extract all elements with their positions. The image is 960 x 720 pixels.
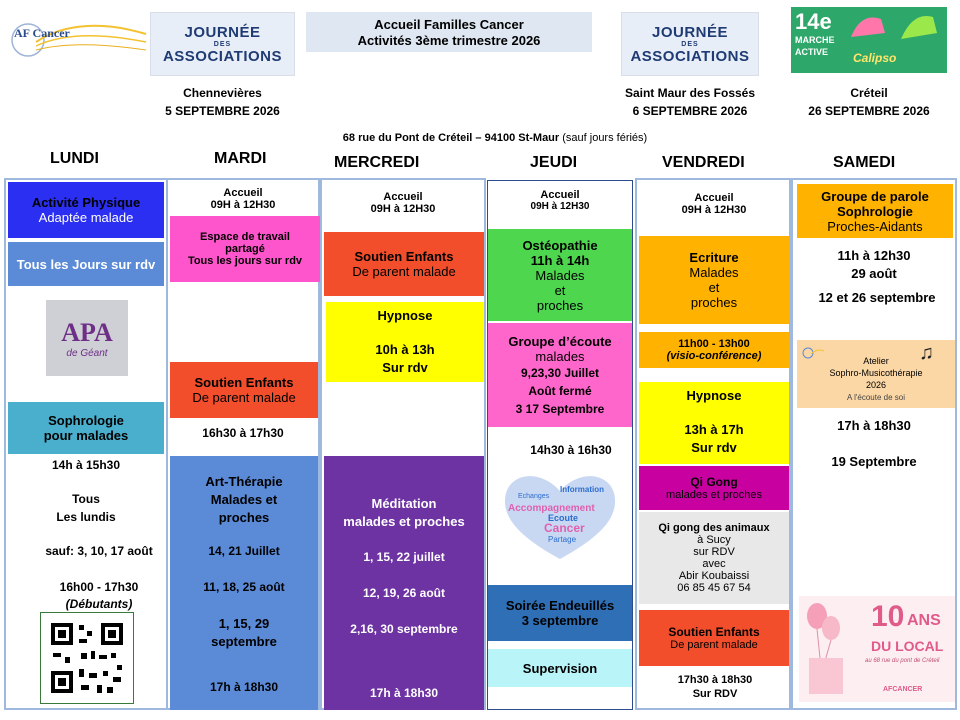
heart-word-echanges: Echanges (518, 493, 550, 500)
sneakers-icon (841, 7, 947, 47)
jeudi-soiree-title: Soirée Endeuillés (505, 598, 615, 613)
heart-graphic (500, 467, 620, 563)
mardi-soutien-title: Soutien Enfants (194, 375, 294, 390)
lundi-tous-jours (8, 242, 164, 286)
jeudi-osteo (488, 229, 632, 321)
jeudi-groupe (488, 323, 632, 427)
event2-date: 6 SEPTEMBRE 2026 (632, 104, 748, 118)
vendredi-hypnose-rdv: Sur rdv (691, 440, 737, 455)
lundi-les-lundis: Les lundis (56, 510, 116, 524)
event3-city: Créteil (850, 86, 888, 100)
jeudi-accueil-time: 09H à 12H30 (530, 200, 590, 212)
mercredi-accueil-time: 09H à 12H30 (370, 203, 436, 215)
lundi-sophro-sub: pour malades (43, 428, 129, 443)
column-mercredi (320, 178, 486, 710)
music-note-icon: ♫ (919, 342, 934, 364)
vendredi-animaux-l3: avec (702, 558, 726, 570)
mardi-art-l2: Malades et (210, 492, 278, 507)
samedi-groupe-l2: Sophrologie (837, 203, 913, 219)
vendredi-animaux-phone: 06 85 45 67 54 (677, 582, 751, 594)
mercredi-accueil-label: Accueil (383, 191, 423, 203)
mardi-espace (170, 216, 320, 282)
event1-date: 5 SEPTEMBRE 2026 (165, 104, 280, 118)
mercredi-soutien-sub: De parent malade (352, 264, 456, 279)
vendredi-visio (639, 332, 789, 368)
marche-active-logo (791, 7, 947, 73)
day-jeudi: JEUDI (530, 154, 578, 171)
vendredi-qigong-title: Qi Gong (690, 475, 738, 489)
column-lundi (4, 178, 168, 710)
mercredi-medit-title: Méditation (371, 496, 437, 511)
qr-code-icon (41, 613, 133, 703)
jeudi-osteo-l1: Malades (535, 267, 585, 283)
mercredi-hypnose (326, 302, 484, 382)
samedi-atelier (797, 340, 955, 408)
mercredi-accueil (324, 186, 482, 220)
lundi-sophro (8, 402, 164, 454)
vendredi-animaux-l1: à Sucy (697, 534, 731, 546)
vendredi-hypnose (639, 382, 789, 464)
mercredi-date1: 1, 15, 22 juillet (363, 550, 445, 564)
balloons-icon (801, 598, 851, 698)
mardi-art (170, 456, 318, 710)
mercredi-date2: 12, 19, 26 août (362, 586, 446, 600)
heart-word-accompagnement: Accompagnement (508, 503, 595, 514)
mardi-accueil-time: 09H à 12H30 (210, 199, 276, 211)
mercredi-soutien (324, 232, 484, 296)
jeudi-groupe-aout: Août fermé (528, 384, 592, 398)
vendredi-qigong (639, 466, 789, 510)
jeudi-accueil (490, 183, 630, 217)
mardi-soutien-sub: De parent malade (192, 390, 296, 405)
ja-line1: JOURNÉE (184, 23, 261, 41)
mardi-espace-l1: Espace de travail (200, 231, 290, 243)
journee-associations-logo-2 (621, 12, 759, 76)
vendredi-soutien-title: Soutien Enfants (668, 625, 760, 639)
samedi-atelier-l2: Sophro-Musicothérapie (829, 368, 923, 378)
mardi-date3b: septembre (211, 634, 277, 649)
ja-line3: ASSOCIATIONS (162, 47, 283, 65)
samedi-atelier-l4: A l'écoute de soi (846, 393, 905, 402)
jeudi-groupe-time: 14h30 à 16h30 (530, 443, 612, 457)
mardi-accueil (170, 182, 316, 216)
lundi-debutants: (Débutants) (65, 597, 133, 611)
vendredi-soutien (639, 610, 789, 666)
vendredi-accueil-time: 09H à 12H30 (681, 204, 747, 216)
lundi-sophro-time: 14h à 15h30 (51, 458, 121, 472)
lundi-sophro-title: Sophrologie (48, 413, 124, 428)
heart-word-information: Information (560, 485, 604, 494)
mardi-art-time: 17h à 18h30 (209, 680, 279, 694)
marche-line2: ACTIVE (795, 47, 829, 57)
samedi-groupe-date1: 29 août (851, 266, 897, 281)
anniv-ans: ANS (907, 612, 941, 629)
mardi-espace-l2: partagé (225, 243, 265, 255)
jeudi-osteo-l2: et (554, 282, 566, 298)
heart-word-partage: Partage (548, 535, 577, 544)
jeudi-supervision-text: Supervision (522, 660, 598, 676)
qr-code (40, 612, 134, 704)
vendredi-animaux-title: Qi gong des animaux (658, 522, 770, 534)
apa-logo (46, 300, 128, 376)
vendredi-animaux-l4: Abir Koubaissi (678, 570, 750, 582)
vendredi-accueil-label: Accueil (694, 192, 734, 204)
mercredi-soutien-title: Soutien Enfants (354, 249, 454, 264)
marche-line1: MARCHE (795, 35, 835, 45)
mardi-accueil-label: Accueil (223, 187, 263, 199)
mercredi-hypnose-rdv: Sur rdv (382, 360, 428, 375)
mercredi-meditation (324, 456, 484, 710)
lundi-activite (8, 182, 164, 238)
address-note: (sauf jours fériés) (559, 132, 648, 144)
afc-logo-text: AF Cancer (14, 26, 70, 40)
vendredi-hypnose-time: 13h à 17h (684, 422, 744, 437)
samedi-atelier-l3: 2026 (865, 380, 887, 390)
day-vendredi: VENDREDI (662, 154, 745, 171)
lundi-debutants-time: 16h00 - 17h30 (59, 580, 139, 594)
day-mardi: MARDI (214, 150, 267, 167)
jeudi-osteo-title: Ostéopathie (522, 237, 598, 253)
vendredi-qigong-sub: malades et proches (666, 489, 762, 501)
mercredi-hypnose-time: 10h à 13h (375, 342, 435, 357)
lundi-tous: Tous (72, 492, 100, 506)
lundi-sauf: sauf: 3, 10, 17 août (45, 544, 153, 558)
samedi-atelier-l1: Atelier (863, 356, 889, 366)
samedi-groupe-l3: Proches-Aidants (827, 218, 923, 234)
ja-line2: DES (213, 40, 232, 48)
samedi-atelier-date: 19 Septembre (831, 454, 917, 469)
title-box (306, 12, 592, 52)
jeudi-groupe-dates: 9,23,30 Juillet (520, 366, 600, 380)
vendredi-soutien-rdv: Sur RDV (692, 688, 738, 700)
mardi-soutien (170, 362, 318, 418)
anniv-brand: AFCANCER (883, 686, 923, 693)
samedi-atelier-time: 17h à 18h30 (837, 418, 911, 433)
mercredi-medit-sub: malades et proches (343, 514, 465, 529)
column-samedi (791, 178, 957, 710)
address-line (250, 132, 740, 144)
mardi-art-l1: Art-Thérapie (205, 474, 283, 489)
samedi-groupe-l1: Groupe de parole (821, 188, 929, 204)
jeudi-soiree (488, 585, 632, 641)
afc-logo (6, 12, 148, 68)
mercredi-medit-time: 17h à 18h30 (369, 686, 439, 700)
vendredi-visio-label: (visio-conférence) (666, 350, 762, 362)
column-jeudi (487, 180, 633, 710)
jeudi-osteo-time: 11h à 14h (530, 252, 590, 268)
jeudi-groupe-title: Groupe d’écoute (508, 334, 612, 349)
event3-date: 26 SEPTEMBRE 2026 (808, 104, 930, 118)
day-lundi: LUNDI (50, 150, 99, 167)
vendredi-soutien-time: 17h30 à 18h30 (677, 674, 753, 686)
event1-city: Chennevières (183, 86, 262, 100)
vendredi-animaux (639, 512, 789, 604)
day-mercredi: MERCREDI (334, 154, 420, 171)
title-line1: Accueil Familles Cancer (374, 17, 524, 32)
column-vendredi (635, 178, 791, 710)
day-samedi: SAMEDI (833, 154, 896, 171)
vendredi-ecriture (639, 236, 789, 324)
vendredi-visio-time: 11h00 - 13h00 (678, 338, 750, 350)
jeudi-osteo-l3: proches (536, 297, 584, 313)
vendredi-ecriture-l1: Malades (689, 265, 739, 280)
mardi-date1: 14, 21 Juillet (208, 544, 280, 558)
vendredi-accueil (639, 184, 789, 224)
jeudi-groupe-sub: malades (535, 349, 585, 364)
anniv-addr: au 68 rue du pont de Créteil (865, 658, 940, 664)
ja2-line1: JOURNÉE (651, 23, 729, 41)
mercredi-date3: 2,16, 30 septembre (350, 622, 458, 636)
mardi-date2: 11, 18, 25 août (203, 580, 285, 594)
samedi-groupe-time: 11h à 12h30 (837, 248, 911, 263)
jeudi-accueil-label: Accueil (540, 188, 580, 201)
heart-word-ecoute: Ecoute (548, 513, 579, 523)
vendredi-animaux-l2: sur RDV (693, 546, 735, 558)
heart-word-cancer: Cancer (544, 521, 585, 535)
apa-logo-text: APA (61, 317, 113, 347)
samedi-groupe-date2: 12 et 26 septembre (818, 290, 936, 305)
column-mardi (166, 178, 320, 710)
mercredi-hypnose-title: Hypnose (377, 308, 433, 323)
apa-logo-sub: de Géant (66, 347, 108, 359)
anniv-num: 10 (871, 600, 905, 633)
marche-num: 14e (795, 9, 832, 34)
anniv-local: DU LOCAL (871, 638, 944, 654)
jeudi-groupe-sept: 3 17 Septembre (515, 402, 605, 416)
journee-associations-logo-1 (150, 12, 295, 76)
samedi-groupe (797, 184, 953, 238)
vendredi-hypnose-title: Hypnose (686, 388, 742, 403)
address-bold: 68 rue du Pont de Créteil – 94100 St-Maur (342, 132, 560, 144)
jeudi-soiree-date: 3 septembre (521, 613, 599, 628)
title-line2: Activités 3ème trimestre 2026 (357, 33, 541, 48)
anniversary-graphic (799, 596, 955, 702)
mardi-date3: 1, 15, 29 (218, 616, 270, 631)
vendredi-soutien-sub: De parent malade (670, 639, 758, 651)
lundi-tous-jours-text: Tous les Jours sur rdv (16, 256, 156, 272)
mardi-espace-l3: Tous les jours sur rdv (187, 255, 303, 267)
marche-brand: Calipso (853, 51, 897, 65)
ja2-line2: DES (681, 40, 699, 48)
event2-city: Saint Maur des Fossés (624, 86, 756, 100)
mardi-art-l3: proches (218, 510, 270, 525)
ja2-line3: ASSOCIATIONS (630, 47, 750, 65)
vendredi-ecriture-l3: proches (690, 295, 738, 310)
vendredi-ecriture-title: Ecriture (689, 250, 739, 265)
jeudi-supervision (488, 649, 632, 687)
vendredi-ecriture-l2: et (708, 280, 720, 295)
lundi-activite-title: Activité Physique (31, 195, 141, 210)
mardi-soutien-time: 16h30 à 17h30 (202, 426, 284, 440)
lundi-activite-sub: Adaptée malade (38, 210, 134, 225)
